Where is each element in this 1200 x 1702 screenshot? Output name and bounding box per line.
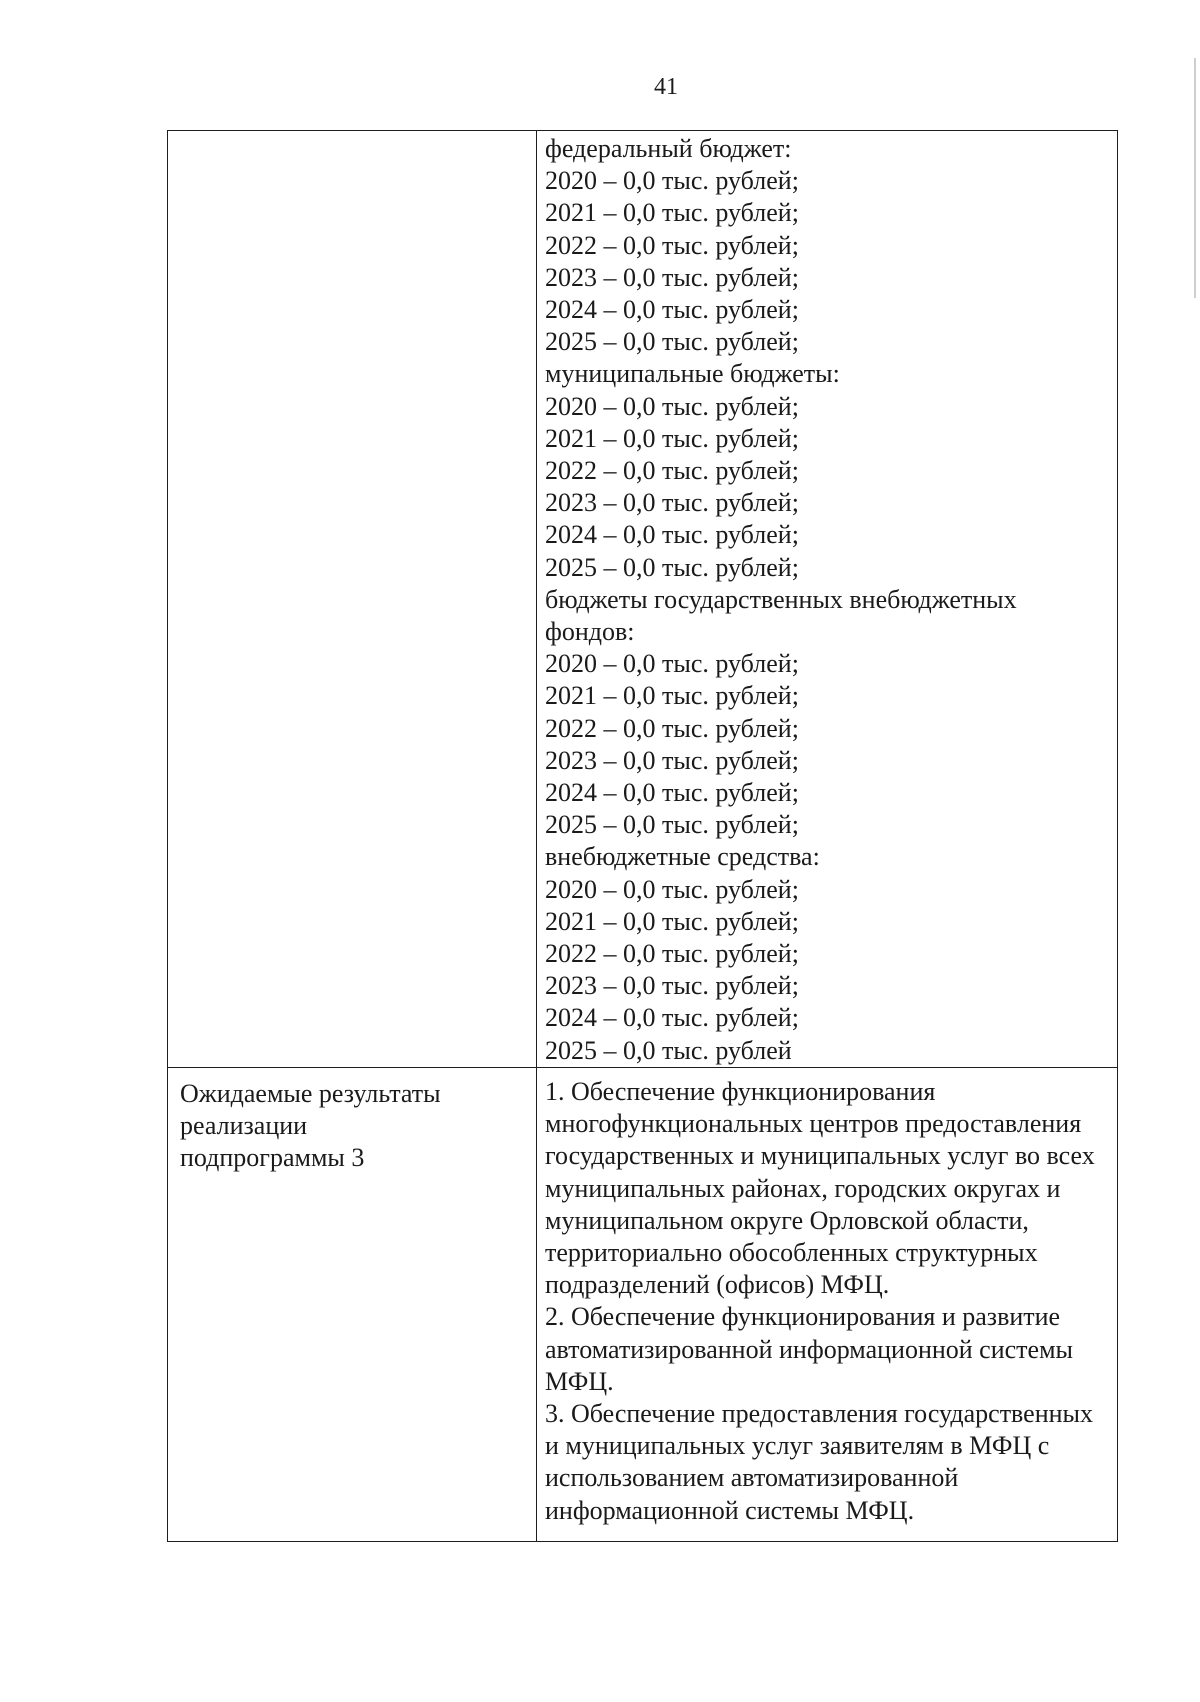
funding-group-municipal: [545, 358, 1111, 583]
results-label-line: подпрограммы 3: [180, 1143, 365, 1173]
funding-row: [168, 131, 1118, 1068]
results-label-line: реализации: [180, 1111, 308, 1141]
funding-line: 2024 – 0,0 тыс. рублей;: [545, 295, 799, 325]
results-row: [168, 1067, 1118, 1541]
funding-line: 2025 – 0,0 тыс. рублей;: [545, 552, 799, 582]
funding-line: 2022 – 0,0 тыс. рублей;: [545, 456, 799, 486]
funding-line: 2023 – 0,0 тыс. рублей;: [545, 745, 799, 775]
funding-group-heading: бюджеты государственных внебюджетных фондов:: [545, 584, 1017, 647]
funding-group-state-funds: [545, 584, 1111, 842]
funding-line: 2024 – 0,0 тыс. рублей;: [545, 520, 799, 550]
funding-line: 2024 – 0,0 тыс. рублей;: [545, 1003, 799, 1033]
page-number: 41: [654, 74, 678, 100]
funding-line: 2021 – 0,0 тыс. рублей;: [545, 681, 799, 711]
result-item: 3. Обеспечение предоставления государственных и муниципальных услуг заявителям в МФЦ с использованием автоматизированной информационной системы МФЦ.: [545, 1398, 1094, 1525]
funding-group-heading: федеральный бюджет:: [545, 134, 792, 163]
funding-cell: [537, 131, 1118, 1068]
results-label-line: Ожидаемые результаты: [180, 1078, 441, 1108]
funding-group-federal: [545, 133, 1111, 358]
result-item: 2. Обеспечение функционирования и развитие автоматизированной информационной системы МФЦ.: [545, 1302, 1073, 1396]
funding-line: 2021 – 0,0 тыс. рублей;: [545, 906, 799, 936]
passport-table: [167, 130, 1118, 1542]
funding-group-heading: внебюджетные средства:: [545, 842, 820, 872]
funding-line: 2022 – 0,0 тыс. рублей;: [545, 713, 799, 743]
funding-line: 2020 – 0,0 тыс. рублей;: [545, 166, 799, 196]
funding-line: 2020 – 0,0 тыс. рублей;: [545, 874, 799, 904]
funding-line: 2024 – 0,0 тыс. рублей;: [545, 778, 799, 808]
funding-group-heading: муниципальные бюджеты:: [545, 359, 840, 389]
funding-line: 2025 – 0,0 тыс. рублей: [545, 1035, 792, 1065]
funding-line: 2023 – 0,0 тыс. рублей;: [545, 971, 799, 1001]
funding-label-cell: [168, 131, 537, 1068]
funding-line: 2023 – 0,0 тыс. рублей;: [545, 262, 799, 292]
funding-line: 2021 – 0,0 тыс. рублей;: [545, 423, 799, 453]
funding-line: 2020 – 0,0 тыс. рублей;: [545, 391, 799, 421]
funding-line: 2021 – 0,0 тыс. рублей;: [545, 198, 799, 228]
funding-line: 2023 – 0,0 тыс. рублей;: [545, 488, 799, 518]
funding-line: 2020 – 0,0 тыс. рублей;: [545, 649, 799, 679]
funding-group-extrabudgetary: [545, 841, 1111, 1066]
funding-line: 2022 – 0,0 тыс. рублей;: [545, 939, 799, 969]
funding-line: 2025 – 0,0 тыс. рублей;: [545, 810, 799, 840]
funding-line: 2025 – 0,0 тыс. рублей;: [545, 327, 799, 357]
scan-edge-mark: [1194, 58, 1196, 298]
result-item: 1. Обеспечение функционирования многофункциональных центров предоставления государственных и муниципальных услуг во всех муниципальных районах, городских округах и муниципальном округе Орловской области, территориально обособленных структурных подразделений (офисов) МФЦ.: [545, 1076, 1095, 1300]
results-label-cell: [168, 1067, 537, 1541]
funding-line: 2022 – 0,0 тыс. рублей;: [545, 230, 799, 260]
results-cell: [537, 1067, 1118, 1541]
